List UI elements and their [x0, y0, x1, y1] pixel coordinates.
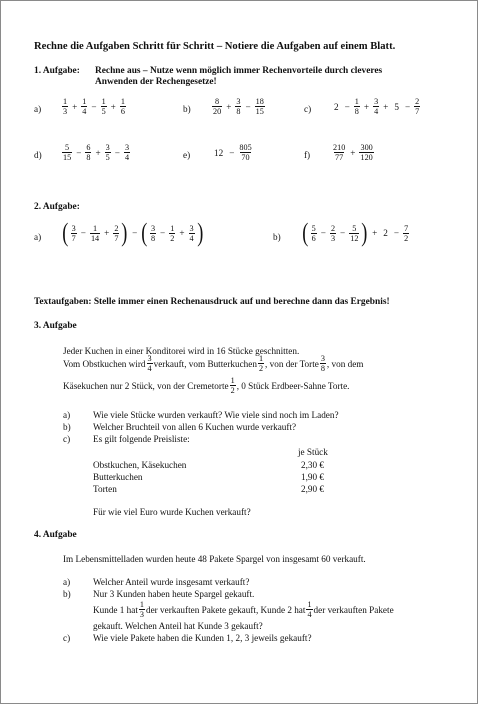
task1-d-letter: d): [34, 150, 42, 160]
numerator: 3: [150, 223, 156, 233]
task1-a-expression-term: +: [110, 101, 116, 112]
task2-a-expression-fraction: [113, 224, 119, 243]
task1-c-expression: [331, 97, 421, 116]
task1-d-expression-fraction: [62, 143, 72, 162]
task2-b-expression: [301, 220, 410, 246]
task1-b-expression-fraction: [255, 97, 265, 116]
task3-label: 3. Aufgabe: [34, 321, 77, 331]
task3-intro-line3: [63, 376, 349, 395]
denominator: 8: [150, 233, 156, 243]
task1-a-letter: a): [34, 104, 42, 114]
numerator: 6: [86, 143, 91, 152]
task2-b-expression-fraction: [403, 224, 409, 243]
task1-e-expression-term: 12: [214, 147, 224, 158]
task1-b-expression-fraction: [212, 97, 222, 116]
task1-a-expression-fraction: [101, 97, 107, 116]
task2-b-expression-close-paren: ): [361, 218, 368, 247]
task2-a-expression-open-paren: (: [62, 218, 69, 247]
task1-c-expression-term: −: [404, 101, 411, 112]
task2-b-expression-term: −: [340, 228, 346, 238]
fraction-one-quarter: $\frac{1}{4}$: [307, 600, 312, 619]
denominator: 8: [236, 107, 241, 116]
task1-d-expression-fraction: [85, 143, 91, 162]
task2-a-expression-term: +: [179, 228, 185, 238]
denominator: 8: [86, 153, 91, 162]
denominator: 2: [404, 233, 409, 243]
task1-a-expression-fraction: [120, 97, 126, 116]
price-value-3: 2,90 €: [301, 484, 324, 494]
task2-b-letter: b): [273, 232, 281, 242]
task4-q-b-letter: b): [63, 589, 71, 599]
task1-b-expression-term: +: [226, 101, 232, 112]
numerator: 3: [105, 143, 110, 152]
task1-f-expression-fraction: [359, 143, 373, 162]
denominator: 8: [354, 107, 359, 116]
numerator: 3: [71, 223, 76, 233]
fraction-three-quarters: $\frac{3}{4}$: [147, 354, 152, 373]
task4-q-b-line2: [93, 600, 394, 619]
price-item-3: Torten: [93, 484, 117, 494]
task2-a-expression-close-paren: ): [196, 218, 203, 247]
task3-intro-line1: Jeder Kuchen in einer Konditorei wird in 16 Stücke geschnitten.: [63, 346, 300, 356]
denominator: 6: [120, 107, 125, 116]
numerator: 1: [63, 97, 68, 106]
task3-intro2-text4: , von dem: [326, 358, 364, 369]
task2-a-expression-fraction: [71, 224, 77, 243]
task4-q-b-line3: gekauft. Welchen Anteil hat Kunde 3 gekauft?: [93, 621, 263, 631]
task1-b-letter: b): [183, 104, 191, 114]
task1-label: 1. Aufgabe:: [34, 66, 80, 76]
task1-a-expression-term: −: [91, 101, 97, 112]
denominator: 77: [335, 153, 344, 162]
task1-d-expression-fraction: [124, 143, 130, 162]
task1-c-expression-term: +: [363, 101, 370, 112]
task2-b-expression-term: −: [393, 228, 400, 238]
task4-intro: Im Lebensmittelladen wurden heute 48 Pakete Spargel von insgesamt 60 verkauft.: [63, 554, 366, 564]
numerator: 3: [189, 223, 194, 233]
task2-a-expression-fraction: [189, 224, 195, 243]
denominator: 7: [415, 107, 420, 116]
task2-b-expression-term: 2: [383, 228, 388, 238]
task3-q-a-letter: a): [63, 410, 71, 420]
task2-a-expression-term: −: [132, 228, 138, 238]
numerator: 210: [333, 143, 346, 152]
denominator: 7: [114, 233, 119, 243]
task1-b-expression-term: −: [245, 101, 251, 112]
task1-f-expression-term: +: [350, 147, 356, 158]
task2-b-expression-term: +: [372, 228, 378, 238]
task1-instruction-line1: Rechne aus – Nutze wenn möglich immer Rechenvorteile durch cleveres: [95, 66, 383, 76]
task1-c-letter: c): [304, 104, 312, 114]
denominator: 5: [101, 107, 106, 116]
task1-e-expression: [211, 143, 254, 162]
price-table-header: je Stück: [298, 447, 328, 457]
numerator: 7: [404, 223, 409, 233]
task3-q-b-text: Welcher Bruchteil von allen 6 Kuchen wurde verkauft?: [93, 422, 297, 432]
task2-b-expression-fraction: [311, 224, 317, 243]
task2-a-expression-fraction: [150, 224, 156, 243]
numerator: 1: [82, 97, 87, 106]
denominator: 3: [63, 107, 68, 116]
task2-a-expression-close-paren: ): [121, 218, 128, 247]
task1-a-expression-fraction: [81, 97, 87, 116]
task3-intro3-text1: Käsekuchen nur 2 Stück, von der Cremetorte: [63, 380, 229, 391]
denominator: 15: [255, 107, 264, 116]
text-tasks-heading: Textaufgaben: Stelle immer einen Rechenausdruck auf und berechne dann das Ergebnis!: [34, 297, 390, 307]
task4-q-a-text: Welcher Anteil wurde insgesamt verkauft?: [93, 577, 250, 587]
task4-q-b-text: Nur 3 Kunden haben heute Spargel gekauft.: [93, 589, 255, 599]
task3-q-b-letter: b): [63, 422, 71, 432]
task4-qb2-text3: der verkauften Pakete: [313, 604, 394, 615]
denominator: 20: [213, 107, 222, 116]
denominator: 3: [330, 233, 336, 243]
task4-q-a-letter: a): [63, 577, 71, 587]
numerator: 3: [374, 97, 379, 106]
task4-q-c-letter: c): [63, 633, 71, 643]
denominator: 4: [82, 107, 87, 116]
fraction-one-half: $\frac{1}{2}$: [258, 354, 264, 373]
denominator: 6: [311, 233, 316, 243]
task1-c-expression-fraction: [373, 97, 379, 116]
task1-a-expression: [61, 97, 127, 116]
denominator: 4: [124, 153, 130, 162]
task2-a-letter: a): [34, 232, 42, 242]
task2-b-expression-fraction: [349, 224, 359, 243]
numerator: 2: [415, 97, 420, 106]
denominator: 70: [241, 153, 250, 162]
price-value-1: 2,30 €: [301, 460, 324, 470]
numerator: 300: [360, 143, 373, 152]
numerator: 3: [124, 143, 130, 152]
task1-f-expression-fraction: [332, 143, 346, 162]
numerator: 2: [330, 223, 336, 233]
fraction-one-half: $\frac{1}{2}$: [230, 376, 235, 395]
numerator: 5: [311, 223, 316, 233]
task3-intro2-text2: verkauft, vom Butterkuchen: [153, 358, 257, 369]
task1-d-expression-term: −: [76, 147, 82, 158]
task1-c-expression-fraction: [414, 97, 420, 116]
task2-a-expression-term: −: [160, 228, 166, 238]
numerator: 18: [255, 97, 264, 106]
task1-d-expression-term: −: [114, 147, 120, 158]
task1-b-expression: [211, 97, 266, 116]
task1-c-expression-fraction: [354, 97, 360, 116]
task1-c-expression-term: −: [344, 101, 350, 112]
fraction-one-third: $\frac{1}{3}$: [139, 600, 144, 619]
task1-e-expression-fraction: [238, 143, 252, 162]
price-item-1: Obstkuchen, Käsekuchen: [93, 460, 187, 470]
task2-b-expression-term: −: [320, 228, 326, 238]
task1-a-expression-term: +: [72, 101, 78, 112]
price-item-2: Butterkuchen: [93, 472, 143, 482]
price-value-2: 1,90 €: [301, 472, 324, 482]
numerator: 3: [236, 97, 241, 106]
denominator: 5: [105, 153, 110, 162]
task2-a-expression-fraction: [169, 224, 175, 243]
numerator: 5: [65, 143, 70, 152]
denominator: 7: [71, 233, 76, 243]
denominator: 2: [170, 233, 175, 243]
task3-intro2-text1: Vom Obstkuchen wird: [63, 358, 146, 369]
task3-q-a-text: Wie viele Stücke wurden verkauft? Wie viele sind noch im Laden?: [93, 410, 339, 420]
worksheet-heading: Rechne die Aufgaben Schritt für Schritt – Notiere die Aufgaben auf einem Blatt.: [34, 41, 396, 52]
task1-a-expression-fraction: [62, 97, 68, 116]
numerator: 1: [120, 97, 125, 106]
numerator: 1: [354, 97, 359, 106]
numerator: 1: [170, 223, 175, 233]
task2-a-expression-open-paren: (: [141, 218, 148, 247]
numerator: 1: [101, 97, 106, 106]
task1-c-expression-term: +: [383, 101, 389, 112]
numerator: 2: [114, 223, 119, 233]
task1-d-expression: [61, 143, 131, 162]
task2-a-expression-term: +: [104, 228, 110, 238]
task2-label: 2. Aufgabe:: [34, 202, 80, 212]
numerator: 8: [215, 97, 220, 106]
task1-f-expression: [331, 143, 375, 162]
numerator: 5: [352, 223, 357, 233]
numerator: 805: [239, 143, 252, 152]
task3-intro3-text2: , 0 Stück Erdbeer-Sahne Torte.: [236, 380, 350, 391]
fraction-three-eighths: $\frac{3}{8}$: [320, 354, 325, 373]
task1-b-expression-fraction: [235, 97, 241, 116]
task2-a-expression-fraction: [90, 224, 100, 243]
task1-e-expression-term: −: [229, 147, 235, 158]
task1-f-letter: f): [304, 150, 311, 160]
task4-qb2-text2: der verkauften Pakete gekauft, Kunde 2 hat: [146, 604, 306, 615]
task1-e-letter: e): [183, 150, 191, 160]
task3-q-c-text: Es gilt folgende Preisliste:: [93, 434, 190, 444]
task4-label: 4. Aufgabe: [34, 530, 77, 540]
task1-d-expression-fraction: [105, 143, 111, 162]
task4-qb2-text1: Kunde 1 hat: [93, 604, 138, 615]
task1-d-expression-term: +: [95, 147, 101, 158]
task1-instruction-line2: Anwenden der Rechengesetze!: [95, 77, 217, 87]
denominator: 12: [350, 233, 359, 243]
task2-a-expression: [61, 220, 204, 246]
task2-b-expression-fraction: [330, 224, 336, 243]
task2-b-expression-open-paren: (: [302, 218, 309, 247]
denominator: 14: [90, 233, 100, 243]
denominator: 15: [63, 153, 72, 162]
task2-a-expression-term: −: [80, 228, 86, 238]
denominator: 4: [374, 107, 379, 116]
denominator: 4: [189, 233, 194, 243]
task3-intro-line2: [63, 354, 363, 373]
task3-final-question: Für wie viel Euro wurde Kuchen verkauft?: [93, 507, 251, 517]
denominator: 120: [360, 153, 373, 162]
task3-intro2-text3: , von der Torte: [265, 358, 319, 369]
task4-q-c-text: Wie viele Pakete haben die Kunden 1, 2, 3 jeweils gekauft?: [93, 633, 312, 643]
task3-q-c-letter: c): [63, 434, 71, 444]
task1-c-expression-term: 5: [394, 101, 399, 112]
numerator: 1: [93, 223, 98, 233]
task1-c-expression-term: 2: [334, 101, 339, 112]
